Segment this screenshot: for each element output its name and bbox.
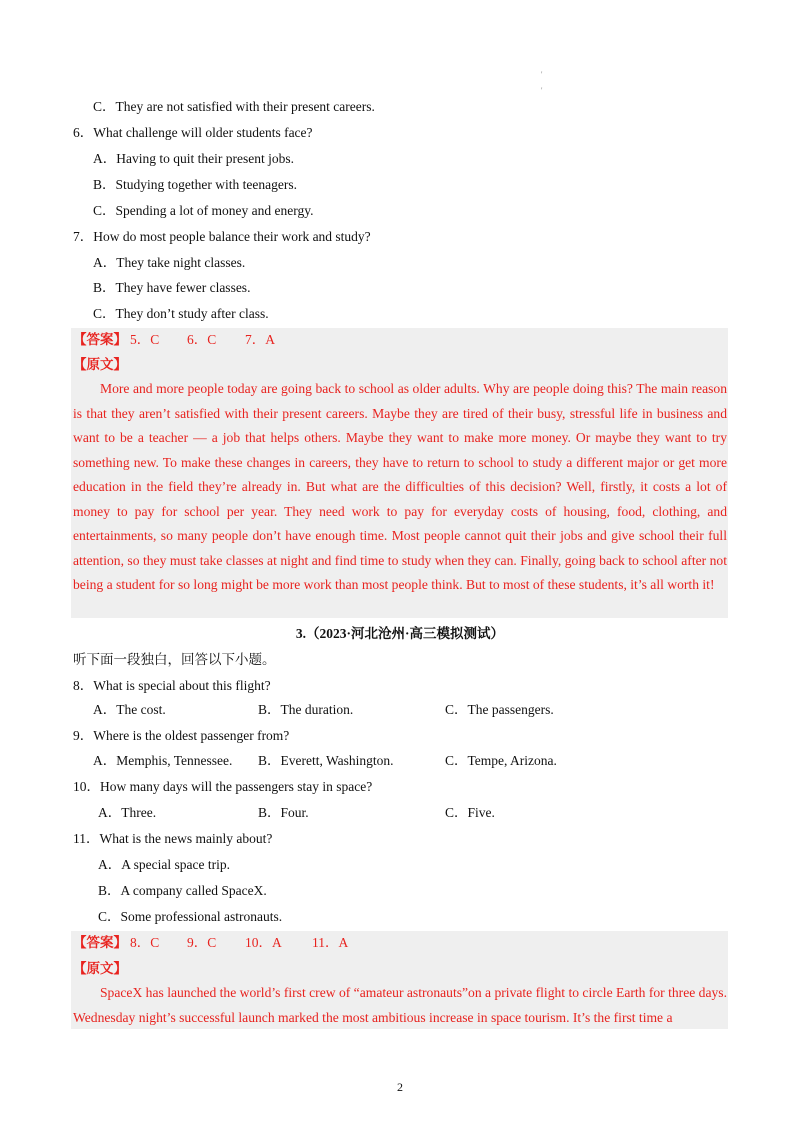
question-8-option-a: A．The cost.: [93, 702, 166, 717]
transcript-tag: 【原文】: [73, 961, 127, 976]
question-11-stem: 11．What is the news mainly about?: [73, 831, 273, 846]
question-10-stem: 10．How many days will the passengers stay in space?: [73, 779, 373, 794]
transcript-tag: 【原文】: [73, 357, 127, 372]
question-10-option-a: A．Three.: [98, 805, 157, 820]
answer-item: 10．A: [245, 935, 282, 950]
transcript-text: More and more people today are going back to school as older adults. Why are people doing this? The main reason is that they aren’t satisfied with their present careers. Maybe they are tired of their busy, stressful life in business and want to be a teacher — a job that helps others. Maybe they want to make more money. Or maybe they want to try something new. To make these changes in careers, they have to return to school to study a different major or get more education in the field they’re already in. But what are the difficulties of this decision? Well, firstly, it costs a lot of money to pay for school per year. They need work to pay for everyday costs of housing, food, clothing, and entertainments, so many people don’t have enough time. Most people cannot quit their jobs and give school their full attention, so they must take classes at night and find time to study when they can. Finally, going back to school after not being a student for so long might be more work than most people think. But to most of these students, it’s all worth it!: [73, 381, 727, 592]
question-9-stem: 9．Where is the oldest passenger from?: [73, 728, 290, 743]
answer-item: 5．C: [130, 332, 160, 347]
corner-mark: ': [541, 86, 543, 95]
question-6-option-c: C．Spending a lot of money and energy.: [93, 203, 314, 218]
q5-option-c: C．They are not satisfied with their present careers.: [93, 99, 375, 114]
question-6-option-a: A．Having to quit their present jobs.: [93, 151, 294, 166]
question-7-option-a: A．They take night classes.: [93, 255, 246, 270]
question-9-option-b: B．Everett, Washington.: [258, 753, 394, 768]
question-10-option-b: B．Four.: [258, 805, 309, 820]
question-8-options: [0, 701, 800, 719]
page-number: 2: [397, 1080, 403, 1094]
answer-tag: 【答案】: [73, 332, 127, 347]
answer-item: 7．A: [245, 332, 275, 347]
question-11-option-c: C．Some professional astronauts.: [98, 909, 283, 924]
question-11-option-b: B．A company called SpaceX.: [98, 883, 267, 898]
answer-item: 11．A: [312, 935, 349, 950]
question-9-option-a: A．Memphis, Tennessee.: [93, 753, 233, 768]
section-title: 3.（2023·河北沧州·高三模拟测试）: [295, 626, 505, 641]
question-9-option-c: C．Tempe, Arizona.: [445, 753, 557, 768]
answer-tag: 【答案】: [73, 935, 127, 950]
corner-mark: ': [541, 70, 543, 79]
question-6-stem: 6．What challenge will older students face?: [73, 125, 313, 140]
question-8-option-b: B．The duration.: [258, 702, 354, 717]
question-7-stem: 7．How do most people balance their work and study?: [73, 229, 371, 244]
answer-item: 9．C: [187, 935, 217, 950]
question-8-stem: 8．What is special about this flight?: [73, 678, 271, 693]
question-7-option-b: B．They have fewer classes.: [93, 280, 251, 295]
answer-item: 8．C: [130, 935, 160, 950]
question-10-options: [0, 804, 800, 822]
question-8-option-c: C．The passengers.: [445, 702, 554, 717]
question-6-option-b: B．Studying together with teenagers.: [93, 177, 297, 192]
transcript-text: SpaceX has launched the world’s first crew of “amateur astronauts”on a private flight to circle Earth for three days. Wednesday night’s successful launch marked the most ambitious increase in space tourism. It’s the first time a: [73, 985, 727, 1025]
section-instruction: 听下面一段独白，回答以下小题。: [73, 652, 276, 667]
question-11-option-a: A．A special space trip.: [98, 857, 230, 872]
answer-item: 6．C: [187, 332, 217, 347]
question-9-options: [0, 752, 800, 770]
question-10-option-c: C．Five.: [445, 805, 495, 820]
question-7-option-c: C．They don’t study after class.: [93, 306, 269, 321]
